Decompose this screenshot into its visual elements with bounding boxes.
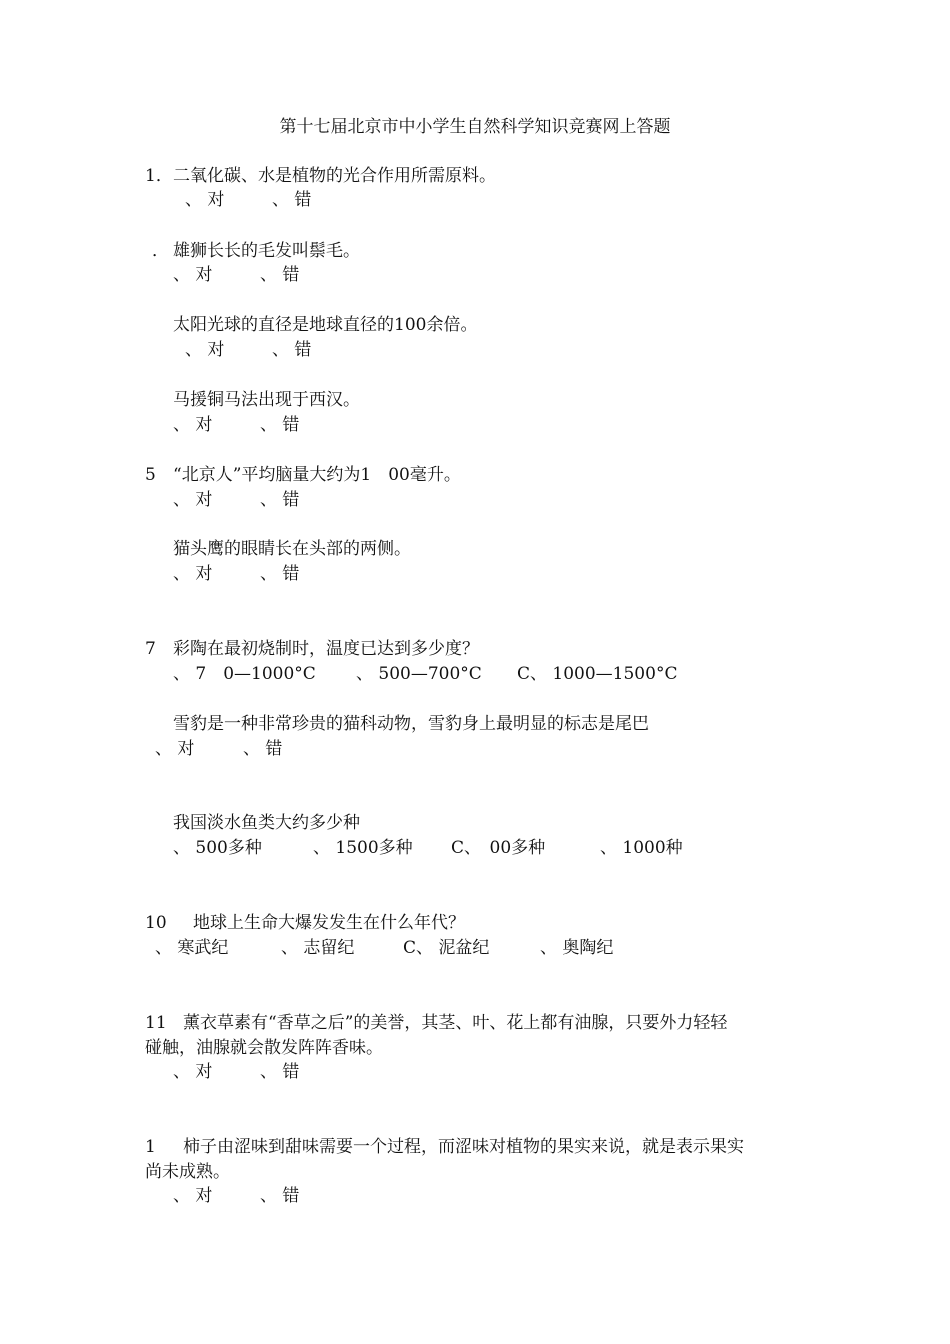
question-text: 猫头鹰的眼睛长在头部的两侧。: [173, 539, 411, 559]
option-b[interactable]: 、 500—700°C: [356, 664, 482, 684]
option-a[interactable]: 、 7 0—1000°C: [173, 664, 316, 684]
option-true[interactable]: 、 对: [185, 340, 225, 360]
option-true[interactable]: 、 对: [173, 490, 213, 510]
option-true[interactable]: 、 对: [173, 415, 213, 435]
option-false[interactable]: 、 错: [260, 1062, 300, 1082]
option-false[interactable]: 、 错: [272, 190, 312, 210]
option-b[interactable]: 、 志留纪: [281, 938, 355, 958]
option-true[interactable]: 、 对: [185, 190, 225, 210]
question-text: 我国淡水鱼类大约多少种: [173, 813, 360, 833]
option-false[interactable]: 、 错: [260, 1186, 300, 1206]
option-false[interactable]: 、 错: [260, 490, 300, 510]
question-number: 7: [145, 639, 156, 659]
option-c[interactable]: C、 00多种: [451, 838, 546, 858]
option-d[interactable]: 、 1000种: [600, 838, 683, 858]
option-true[interactable]: 、 对: [173, 564, 213, 584]
option-true[interactable]: 、 对: [173, 1062, 213, 1082]
option-true[interactable]: 、 对: [173, 1186, 213, 1206]
question-text: 彩陶在最初烧制时，温度已达到多少度？: [173, 639, 479, 659]
option-false[interactable]: 、 错: [260, 564, 300, 584]
option-c[interactable]: C、 泥盆纪: [403, 938, 490, 958]
option-false[interactable]: 、 错: [272, 340, 312, 360]
question-text: 地球上生命大爆发发生在什么年代？: [193, 913, 465, 933]
question-number: 10: [145, 913, 167, 933]
question-text: 马援铜马法出现于西汉。: [173, 390, 360, 410]
question-number: 11: [145, 1013, 167, 1033]
option-a[interactable]: 、 500多种: [173, 838, 262, 858]
question-number: 5: [145, 465, 156, 485]
question-text-continued: 碰触，油腺就会散发阵阵香味。: [145, 1038, 383, 1058]
question-text: 二氧化碳、水是植物的光合作用所需原料。: [173, 166, 496, 186]
option-b[interactable]: 、 1500多种: [313, 838, 413, 858]
question-text: 雪豹是一种非常珍贵的猫科动物，雪豹身上最明显的标志是尾巴: [173, 714, 649, 734]
option-false[interactable]: 、 错: [260, 415, 300, 435]
question-text: 薰衣草素有“香草之后”的美誉，其茎、叶、花上都有油腺，只要外力轻轻: [183, 1013, 728, 1033]
option-c[interactable]: C、 1000—1500°C: [517, 664, 678, 684]
question-number: 1．: [145, 166, 173, 186]
document-title: 第十七届北京市中小学生自然科学知识竞赛网上答题: [279, 117, 671, 137]
question-text-continued: 尚未成熟。: [145, 1162, 230, 1182]
option-true[interactable]: 、 对: [155, 739, 195, 759]
question-text: “北京人”平均脑量大约为1 00毫升。: [173, 465, 461, 485]
option-false[interactable]: 、 错: [243, 739, 283, 759]
option-false[interactable]: 、 错: [260, 265, 300, 285]
question-text: 柿子由涩味到甜味需要一个过程，而涩味对植物的果实来说，就是表示果实: [183, 1137, 744, 1157]
question-text: 雄狮长长的毛发叫鬃毛。: [173, 241, 360, 261]
option-a[interactable]: 、 寒武纪: [155, 938, 229, 958]
option-d[interactable]: 、 奥陶纪: [540, 938, 614, 958]
question-number: 1: [145, 1137, 156, 1157]
option-true[interactable]: 、 对: [173, 265, 213, 285]
question-text: 太阳光球的直径是地球直径的100余倍。: [173, 315, 478, 335]
question-number: ．: [152, 241, 169, 261]
